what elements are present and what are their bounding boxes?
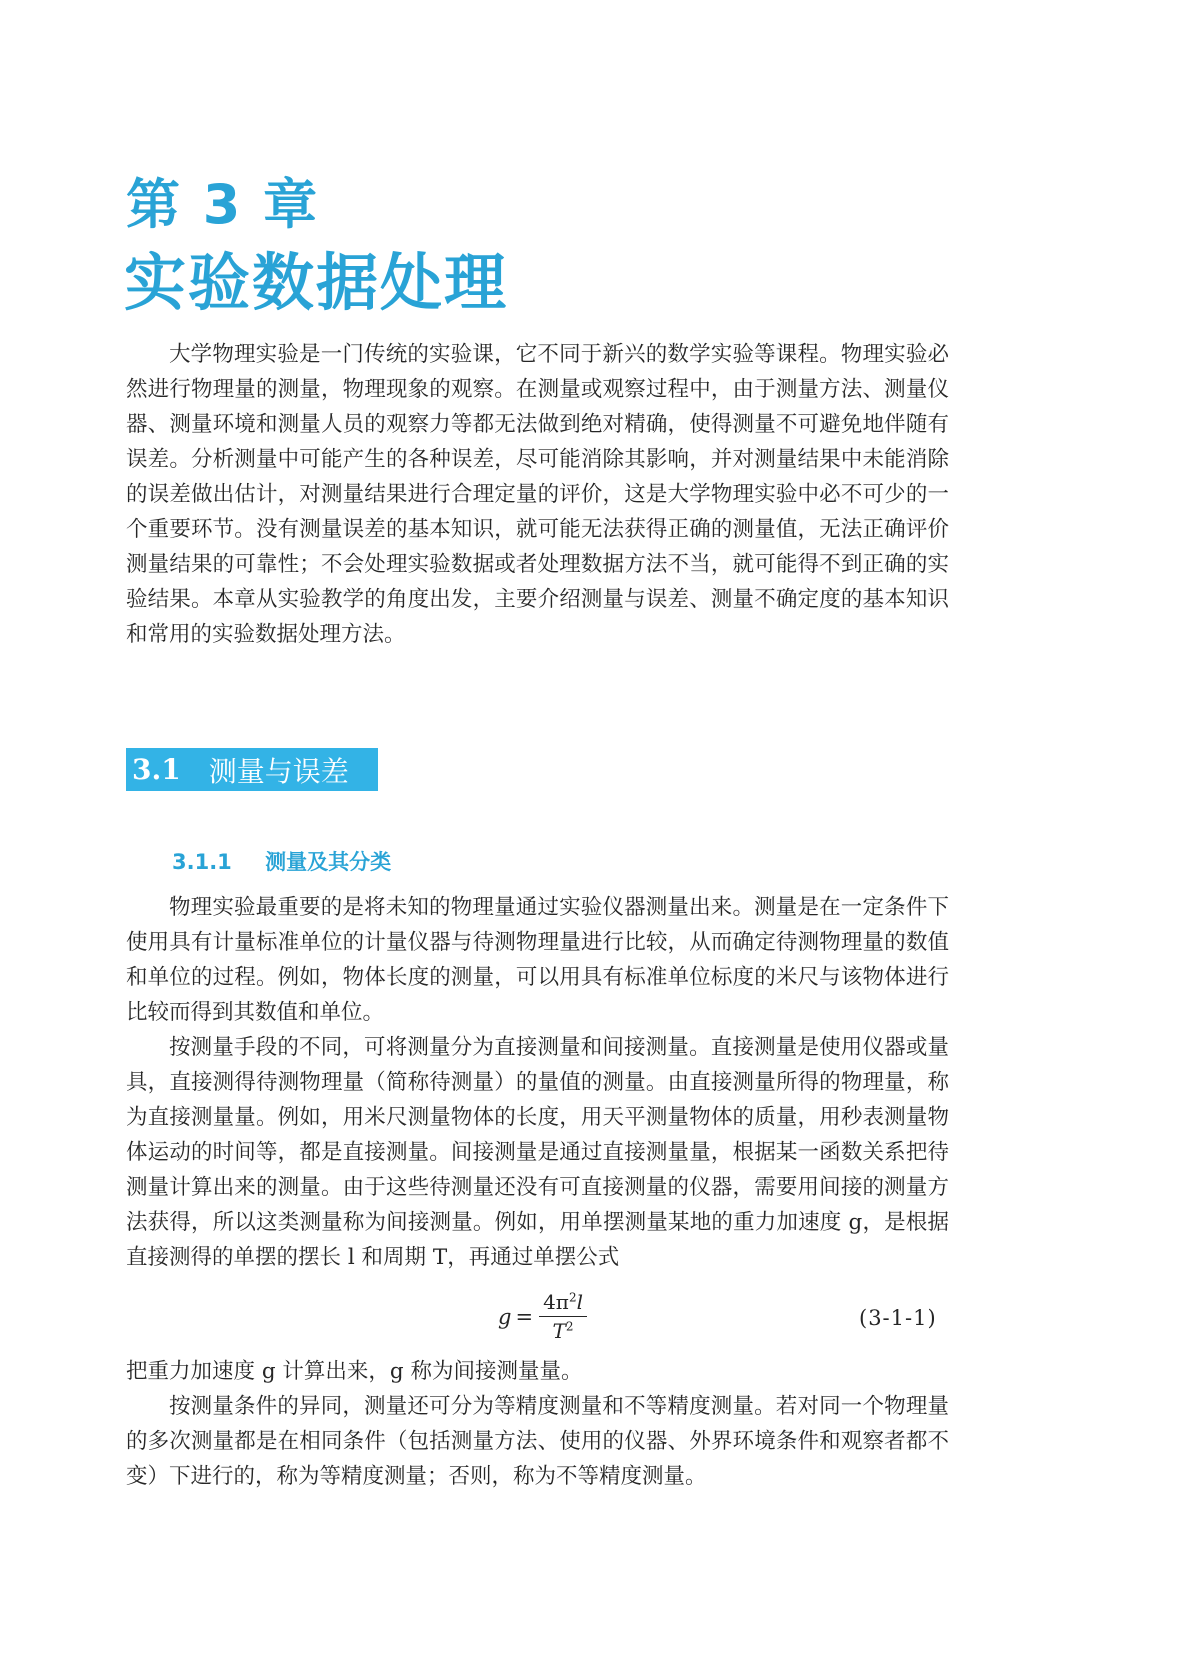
equation-label: (3-1-1) [859, 1306, 937, 1330]
body-paragraph-4: 按测量条件的异同，测量还可分为等精度测量和不等精度测量。若对同一个物理量的多次测量都是在相同条件（包括测量方法、使用的仪器、外界环境条件和观察者都不变）下进行的，称为等精度测量；否则，称为不等精度测量。 [126, 1394, 949, 1489]
subsection-heading [172, 846, 391, 876]
formula-equals: = [515, 1304, 534, 1329]
formula-num-coef: 4π [543, 1290, 569, 1314]
intro-paragraph: 大学物理实验是一门传统的实验课，它不同于新兴的数学实验等课程。物理实验必然进行物理量的测量，物理现象的观察。在测量或观察过程中，由于测量方法、测量仪器、测量环境和测量人员的观察力等都无法做到绝对精确，使得测量不可避免地伴随有误差。分析测量中可能产生的各种误差，尽可能消除其影响，并对测量结果中未能消除的误差做出估计，对测量结果进行合理定量的评价，这是大学物理实验中必不可少的一个重要环节。没有测量误差的基本知识，就可能无法获得正确的测量值，无法正确评价测量结果的可靠性；不会处理实验数据或者处理数据方法不当，就可能得不到正确的实验结果。本章从实验教学的角度出发，主要介绍测量与误差、测量不确定度的基本知识和常用的实验数据处理方法。 [126, 342, 949, 647]
subsection-number: 3.1.1 [172, 850, 232, 874]
body-paragraph-2: 按测量手段的不同，可将测量分为直接测量和间接测量。直接测量是使用仪器或量具，直接测得待测物理量（简称待测量）的量值的测量。由直接测量所得的物理量，称为直接测量量。例如，用米尺测量物体的长度，用天平测量物体的质量，用秒表测量物体运动的时间等，都是直接测量。间接测量是通过直接测量量，根据某一函数关系把待测量计算出来的测量。由于这些待测量还没有可直接测量的仪器，需要用间接的测量方法获得，所以这类测量称为间接测量。例如，用单摆测量某地的重力加速度 g，是根据直接测得的单摆的摆长 l 和周期 T，再通过单摆公式 [126, 1035, 949, 1270]
chapter-number: 第 3 章 [126, 173, 320, 236]
formula-num-var: l [576, 1290, 583, 1314]
formula-fraction [539, 1290, 587, 1343]
formula-lhs: g [498, 1304, 512, 1329]
body-paragraph-3: 把重力加速度 g 计算出来，g 称为间接测量量。 [126, 1359, 583, 1384]
formula-den-var: T [552, 1319, 566, 1343]
section-number: 3.1 [132, 753, 181, 786]
formula-num-exp: 2 [568, 1290, 577, 1305]
pendulum-formula [498, 1290, 587, 1343]
formula-den-exp: 2 [565, 1319, 574, 1334]
section-title: 测量与误差 [208, 754, 349, 788]
chapter-title: 实验数据处理 [124, 246, 509, 319]
body-paragraph-1: 物理实验最重要的是将未知的物理量通过实验仪器测量出来。测量是在一定条件下使用具有计量标准单位的计量仪器与待测物理量进行比较，从而确定待测物理量的数值和单位的过程。例如，物体长度的测量，可以用具有标准单位标度的米尺与该物体进行比较而得到其数值和单位。 [126, 895, 949, 1025]
section-heading [126, 748, 378, 791]
subsection-title: 测量及其分类 [265, 850, 392, 874]
formula-numerator [539, 1290, 587, 1317]
formula-denominator [553, 1317, 574, 1343]
